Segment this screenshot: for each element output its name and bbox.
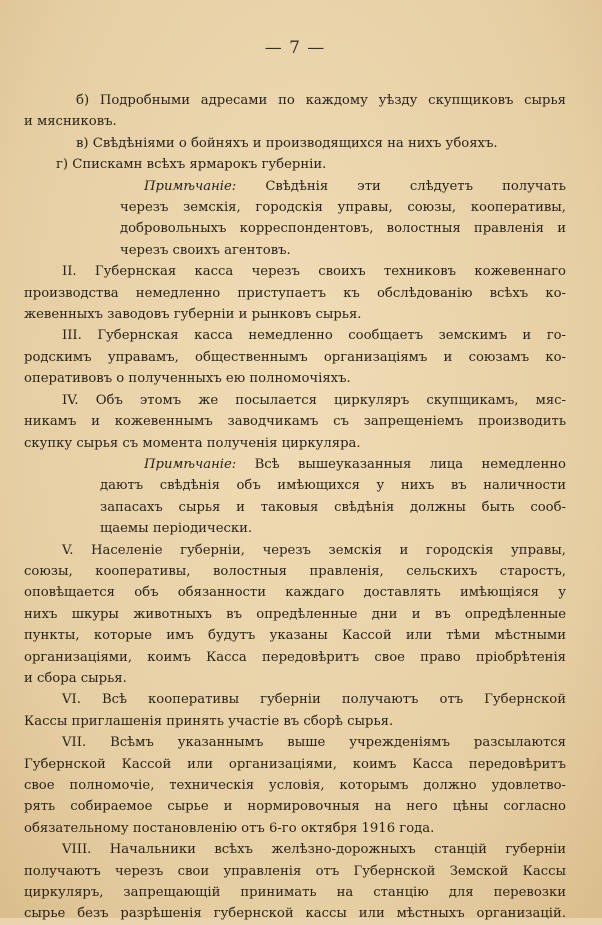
- text-line: [24, 625, 566, 646]
- line-text: VII. Всѣмъ указаннымъ выше учрежденіямъ разсылаются: [62, 735, 566, 751]
- text-line: [24, 497, 566, 518]
- line-text: оповѣщается объ обязанности каждаго доставлять имѣющіяся у: [24, 585, 566, 601]
- text-line: [24, 540, 566, 561]
- page-number: — 7 —: [264, 38, 326, 58]
- text-line: [24, 475, 566, 496]
- line-text: обязательному постановленію отъ 6-го октября 1916 года.: [24, 820, 435, 836]
- text-line: [24, 668, 566, 689]
- text-line: [24, 647, 566, 668]
- line-text: свое полномочіе, техническія условія, которымъ должно удовлетво-: [24, 778, 566, 793]
- line-text: производства немедленно приступаетъ къ обслѣдованію всѣхъ ко-: [24, 285, 566, 301]
- text-line: [24, 90, 566, 111]
- line-text: Кассы приглашенія принять участіе въ сборѣ сырья.: [24, 713, 394, 729]
- text-line: [24, 240, 566, 261]
- text-line: [24, 411, 566, 432]
- line-text: пункты, которые имъ будутъ указаны Кассой или тѣми мѣстными: [24, 628, 566, 644]
- text-line: [24, 176, 566, 197]
- line-text: II. Губернская касса черезъ своихъ техниковъ кожевеннаго: [62, 264, 566, 280]
- text-line: [24, 518, 566, 539]
- text-line: [24, 561, 566, 582]
- text-line: [24, 325, 566, 346]
- line-text: циркуляръ, запрещающій принимать на станцію для перевозки: [24, 885, 566, 901]
- text-line: [24, 368, 566, 389]
- text-line: [24, 582, 566, 603]
- text-line: [24, 390, 566, 411]
- line-text: никамъ и кожевеннымъ заводчикамъ съ запрещеніемъ производить: [24, 414, 566, 430]
- line-text: б) Подробными адресами по каждому уѣзду скупщиковъ сырья: [76, 93, 566, 108]
- line-text: Губернской Кассой или организаціями, коимъ Касса передовѣритъ: [24, 756, 566, 772]
- text-line: [24, 433, 566, 454]
- line-text: скупку сырья съ момента полученія циркуляра.: [24, 435, 361, 451]
- text-line: [24, 133, 566, 154]
- line-text: Свѣдѣнія эти слѣдуетъ получать: [236, 178, 566, 194]
- line-text: Всѣ вышеуказанныя лица немедленно: [236, 456, 566, 472]
- line-text: союзы, кооперативы, волостныя правленія, сельскихъ старостъ,: [24, 563, 566, 579]
- text-line: [24, 732, 566, 753]
- line-text: нихъ шкуры животныхъ въ опредѣленные дни и въ опредѣленные: [24, 606, 566, 622]
- text-line: [24, 261, 566, 282]
- note-label: Примѣчаніе:: [144, 456, 237, 472]
- line-text: щаемы періодически.: [100, 521, 253, 537]
- line-text: черезъ своихъ агентовъ.: [120, 242, 291, 258]
- text-line: [24, 604, 566, 625]
- text-line: [24, 861, 566, 882]
- text-line: [24, 154, 566, 175]
- line-text: IV. Объ этомъ же посылается циркуляръ скупщикамъ, мяс-: [62, 392, 566, 408]
- text-line: [24, 839, 566, 860]
- note-label: Примѣчаніе:: [144, 178, 237, 194]
- text-line: [24, 689, 566, 710]
- text-line: [24, 882, 566, 903]
- text-line: [24, 197, 566, 218]
- line-text: получаютъ черезъ свои управленія отъ Губернской Земской Кассы: [24, 863, 566, 879]
- text-line: [24, 454, 566, 475]
- line-text: оперативовъ о полученныхъ ею полномочіяхъ.: [24, 371, 351, 387]
- line-text: V. Населеніе губерніи, черезъ земскія и городскія управы,: [62, 542, 566, 558]
- line-text: организаціями, коимъ Касса передовѣритъ свое право пріобрѣтенія: [24, 649, 566, 665]
- line-text: и сбора сырья.: [24, 670, 127, 686]
- line-text: г) Спискамн всѣхъ ярмарокъ губерніи.: [56, 157, 327, 173]
- text-line: [24, 218, 566, 239]
- text-line: [24, 775, 566, 796]
- line-text: сырье безъ разрѣшенія губернской кассы или мѣстныхъ организацій.: [24, 906, 566, 922]
- document-body: [24, 90, 566, 925]
- line-text: рять собираемое сырье и нормировочныя на него цѣны согласно: [24, 799, 566, 815]
- line-text: III. Губернская касса немедленно сообщаетъ земскимъ и го-: [62, 328, 566, 344]
- text-line: [24, 796, 566, 817]
- line-text: VI. Всѣ кооперативы губерніи получаютъ отъ Губернской: [62, 692, 566, 708]
- line-text: добровольныхъ корреспондентовъ, волостныя правленія и: [120, 221, 566, 237]
- text-line: [24, 283, 566, 304]
- line-text: и мясниковъ.: [24, 114, 117, 130]
- line-text: даютъ свѣдѣнія объ имѣющихся у нихъ въ наличности: [100, 478, 566, 494]
- text-line: [24, 711, 566, 732]
- text-line: [24, 347, 566, 368]
- line-text: родскимъ управамъ, общественнымъ организаціямъ и союзамъ ко-: [24, 349, 566, 365]
- line-text: VIII. Начальники всѣхъ желѣзно-дорожныхъ станцій губерніи: [62, 842, 566, 858]
- line-text: жевенныхъ заводовъ губерніи и рынковъ сырья.: [24, 307, 362, 323]
- text-line: [24, 754, 566, 775]
- text-line: [24, 304, 566, 325]
- line-text: черезъ земскія, городскія управы, союзы, кооперативы,: [120, 200, 566, 216]
- text-line: [24, 818, 566, 839]
- line-text: запасахъ сырья и таковыя свѣдѣнія должны быть сооб-: [100, 499, 566, 515]
- text-line: [24, 111, 566, 132]
- text-line: [24, 903, 566, 924]
- line-text: в) Свѣдѣніями о бойняхъ и производящихся на нихъ убояхъ.: [76, 135, 498, 151]
